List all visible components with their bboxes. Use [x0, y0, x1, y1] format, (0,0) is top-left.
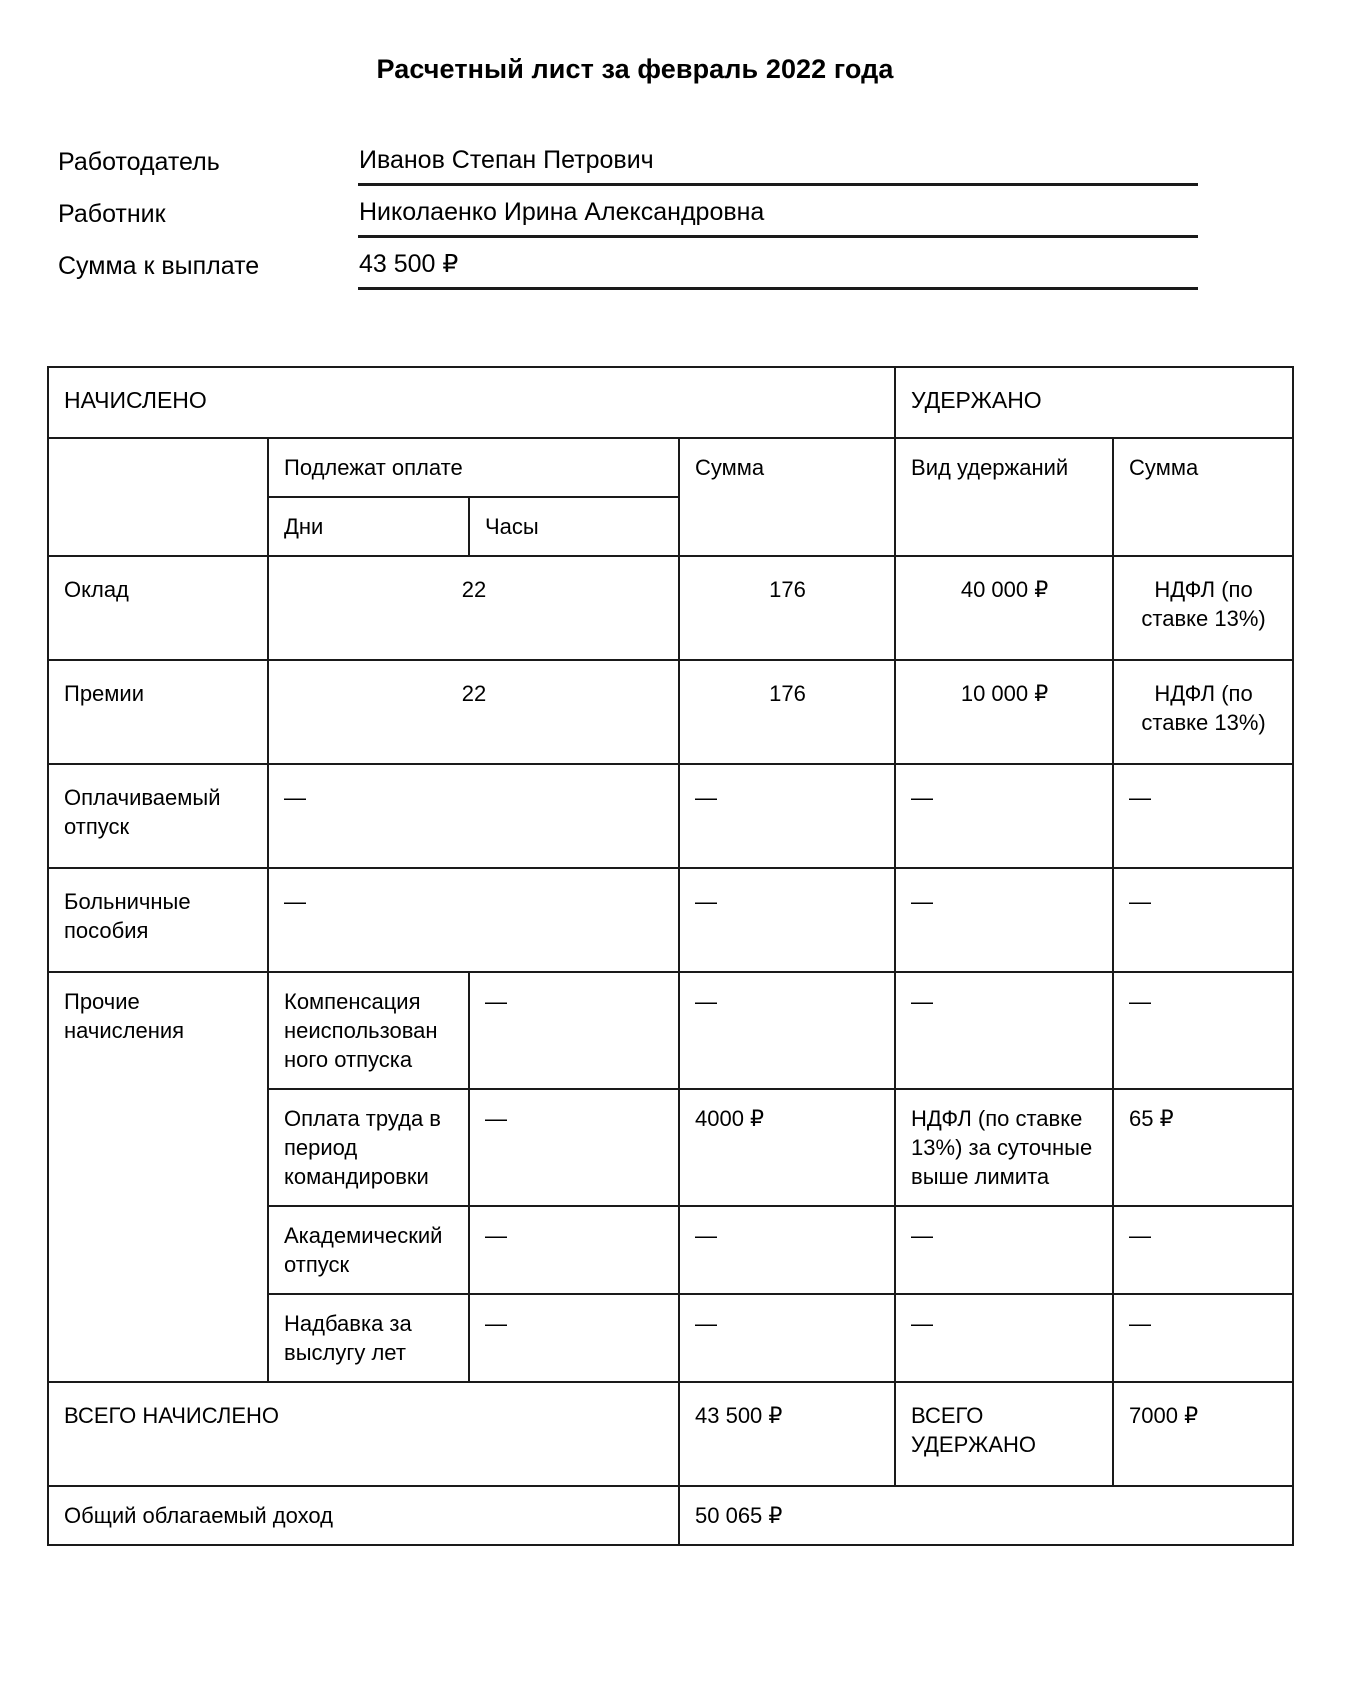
table-taxable-row	[48, 1486, 1293, 1545]
total-withheld-value: 7000 ₽	[1113, 1382, 1293, 1486]
header-withholding-type: Вид удержаний	[895, 438, 1113, 556]
taxable-income-value: 50 065 ₽	[679, 1486, 1293, 1545]
header-amount: Сумма	[679, 438, 895, 556]
total-accrued-label: ВСЕГО НАЧИСЛЕНО	[48, 1382, 679, 1486]
table-row	[48, 868, 1293, 972]
meta-row-employer	[58, 134, 1198, 186]
header-hours: Часы	[469, 497, 679, 556]
total-withheld-label: ВСЕГО УДЕРЖАНО	[895, 1382, 1113, 1486]
employer-field	[358, 145, 1198, 186]
taxable-income-label: Общий облагаемый доход	[48, 1486, 679, 1545]
subrow-amount-unused-leave-comp: —	[895, 972, 1113, 1089]
subrow-hours-academic-leave: —	[679, 1206, 895, 1294]
subrow-dedtype-academic-leave: —	[1113, 1206, 1293, 1294]
row-hours-salary: 176	[679, 556, 895, 660]
table-row	[48, 660, 1293, 764]
subrow-days-seniority-bonus: —	[469, 1294, 679, 1382]
table-header-row-1	[48, 438, 1293, 497]
row-amount-sick-pay: —	[895, 868, 1113, 972]
row-label-bonus: Премии	[48, 660, 268, 764]
subrow-dedtype-seniority-bonus: —	[1113, 1294, 1293, 1382]
row-hours-sick-pay: —	[679, 868, 895, 972]
table-row	[48, 556, 1293, 660]
subrow-hours-seniority-bonus: —	[679, 1294, 895, 1382]
subrow-hours-unused-leave-comp: —	[679, 972, 895, 1089]
payslip-table	[47, 366, 1294, 1546]
employee-value: Николаенко Ирина Александровна	[359, 198, 765, 226]
meta-row-payout	[58, 238, 1198, 290]
payout-value: 43 500 ₽	[359, 250, 459, 278]
row-label-other-accruals: Прочие начисления	[48, 972, 268, 1382]
table-row	[48, 764, 1293, 868]
payout-label: Сумма к выплате	[58, 252, 260, 280]
row-days-paid-leave: —	[268, 764, 679, 868]
row-amount-salary: 40 000 ₽	[895, 556, 1113, 660]
subrow-days-academic-leave: —	[469, 1206, 679, 1294]
header-payable: Подлежат оплате	[268, 438, 679, 497]
subrow-label-business-trip-pay: Оплата труда в период командировки	[268, 1089, 469, 1206]
payout-field	[358, 249, 1198, 290]
header-blank-cell	[48, 438, 268, 556]
meta-row-employee	[58, 186, 1198, 238]
row-dedtype-sick-pay: —	[1113, 868, 1293, 972]
row-amount-bonus: 10 000 ₽	[895, 660, 1113, 764]
subrow-dedamount-business-trip-pay: 65 ₽	[1113, 1089, 1293, 1206]
row-label-salary: Оклад	[48, 556, 268, 660]
subrow-days-business-trip-pay: —	[469, 1089, 679, 1206]
subrow-label-academic-leave: Академический отпуск	[268, 1206, 469, 1294]
subrow-label-seniority-bonus: Надбавка за выслугу лет	[268, 1294, 469, 1382]
subrow-amount-academic-leave: —	[895, 1206, 1113, 1294]
table-section-header-row	[48, 367, 1293, 438]
row-amount-paid-leave: —	[895, 764, 1113, 868]
row-dedtype-bonus: НДФЛ (по ставке 13%)	[1113, 660, 1293, 764]
subrow-days-unused-leave-comp: —	[469, 972, 679, 1089]
row-hours-paid-leave: —	[679, 764, 895, 868]
employer-value: Иванов Степан Петрович	[359, 146, 654, 174]
table-row	[48, 972, 1293, 1089]
row-label-sick-pay: Больничные пособия	[48, 868, 268, 972]
employee-meta-block	[58, 134, 1198, 290]
row-hours-bonus: 176	[679, 660, 895, 764]
employer-label: Работодатель	[58, 148, 220, 176]
subrow-dedtype-unused-leave-comp: —	[1113, 972, 1293, 1089]
row-days-sick-pay: —	[268, 868, 679, 972]
total-accrued-value: 43 500 ₽	[679, 1382, 895, 1486]
subrow-label-unused-leave-comp: Компенсация неиспользован ного отпуска	[268, 972, 469, 1089]
row-dedtype-paid-leave: —	[1113, 764, 1293, 868]
row-days-bonus: 22	[268, 660, 679, 764]
subrow-amount-seniority-bonus: —	[895, 1294, 1113, 1382]
employee-label: Работник	[58, 200, 166, 228]
section-withheld-title: УДЕРЖАНО	[895, 367, 1293, 438]
subrow-amount-business-trip-pay: 4000 ₽	[679, 1089, 895, 1206]
section-accrued-title: НАЧИСЛЕНО	[48, 367, 895, 438]
header-days: Дни	[268, 497, 469, 556]
row-dedtype-salary: НДФЛ (по ставке 13%)	[1113, 556, 1293, 660]
employee-field	[358, 197, 1198, 238]
row-days-salary: 22	[268, 556, 679, 660]
page-title: Расчетный лист за февраль 2022 года	[376, 54, 894, 84]
header-withholding-amount: Сумма	[1113, 438, 1293, 556]
subrow-dedtype-business-trip-pay: НДФЛ (по ставке 13%) за суточные выше лимита	[895, 1089, 1113, 1206]
table-total-row	[48, 1382, 1293, 1486]
row-label-paid-leave: Оплачиваемый отпуск	[48, 764, 268, 868]
